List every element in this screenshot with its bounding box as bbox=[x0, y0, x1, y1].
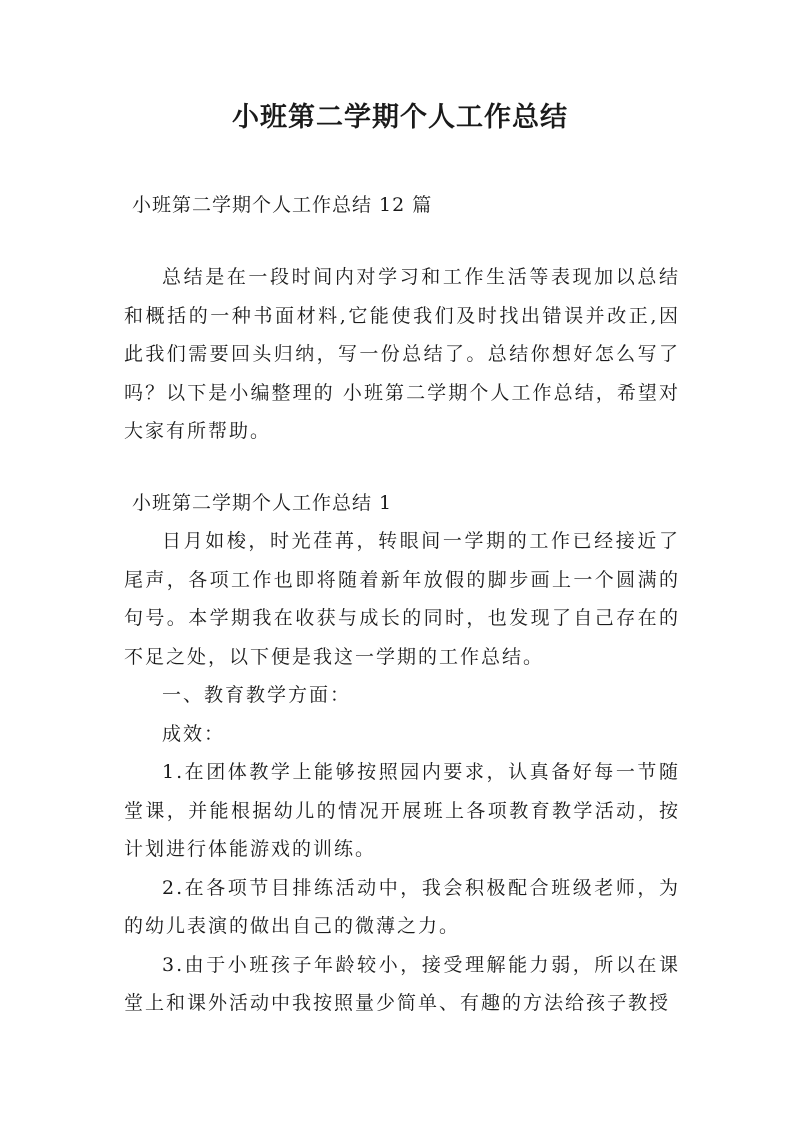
heading-education: 一、教育教学方面： bbox=[162, 684, 352, 706]
list-item-2: 2.在各项节目排练活动中，我会积极配合班级老师，为的幼儿表演的做出自己的微薄之力。 bbox=[124, 876, 680, 937]
document-subtitle: 小班第二学期个人工作总结 12 篇 bbox=[132, 194, 433, 216]
paragraph-opening: 日月如梭，时光荏苒，转眼间一学期的工作已经接近了尾声，各项工作也即将随着新年放假的脚步画上一个圆满的句号。本学期我在收获与成长的同时，也发现了自己存在的不足之处，以下便是我这一学期的工作总结。 bbox=[124, 530, 680, 668]
intro-paragraph: 总结是在一段时间内对学习和工作生活等表现加以总结和概括的一种书面材料,它能使我们及时找出错误并改正,因此我们需要回头归纳，写一份总结了。总结你想好怎么写了吗？以下是小编整理的 小班第二学期个人工作总结，希望对大家有所帮助。 bbox=[124, 266, 680, 442]
section-body bbox=[124, 522, 680, 1023]
heading-results: 成效： bbox=[162, 722, 226, 745]
document-title: 小班第二学期个人工作总结 bbox=[232, 102, 568, 133]
list-item-3: 3.由于小班孩子年龄较小，接受理解能力弱，所以在课堂上和课外活动中我按照量少简单、有趣的方法给孩子教授 bbox=[124, 953, 680, 1014]
list-item-1: 1.在团体教学上能够按照园内要求，认真备好每一节随堂课，并能根据幼儿的情况开展班上各项教育教学活动，按计划进行体能游戏的训练。 bbox=[124, 761, 680, 860]
section-title: 小班第二学期个人工作总结 1 bbox=[132, 492, 393, 514]
